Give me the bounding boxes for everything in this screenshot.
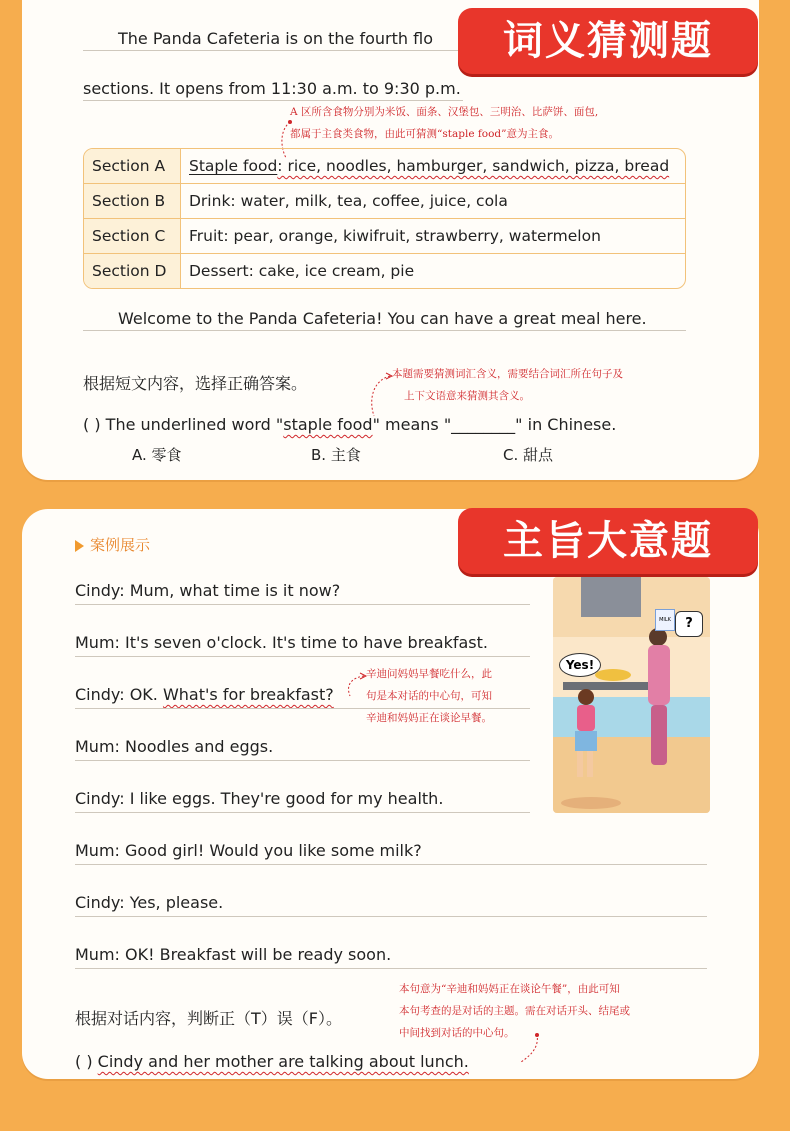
- annotation-note-c: 辛迪问妈妈早餐吃什么，此 句是本对话的中心句，可知 辛迪和妈妈正在谈论早餐。: [366, 668, 492, 724]
- items-text: : water, milk, tea, coffee, juice, cola: [230, 192, 508, 210]
- answer-blank[interactable]: ( ): [75, 1052, 93, 1071]
- writing-rule: [75, 812, 530, 813]
- section-label: Section D: [84, 254, 181, 288]
- key-sentence: What's for breakfast?: [162, 685, 334, 704]
- annotation-arrow: [515, 1032, 545, 1066]
- dialogue-line: Mum: OK! Breakfast will be ready soon.: [75, 945, 392, 964]
- dialogue-text: Cindy: OK.: [75, 685, 158, 704]
- writing-rule: [83, 330, 686, 331]
- instruction-text: 根据短文内容，选择正确答案。: [83, 374, 308, 393]
- question-line: [83, 415, 616, 434]
- speech-bubble-question: ?: [675, 611, 703, 637]
- section-items: [181, 254, 685, 288]
- dialogue-line: Mum: It's seven o'clock. It's time to have breakfast.: [75, 633, 488, 652]
- items-text: : pear, orange, kiwifruit, strawberry, watermelon: [223, 227, 601, 245]
- writing-rule: [75, 968, 707, 969]
- kitchen-illustration: [553, 577, 710, 813]
- instruction-text: 根据对话内容，判断正（T）误（F）。: [75, 1009, 342, 1028]
- dialogue-line: Mum: Good girl! Would you like some milk?: [75, 841, 422, 860]
- staple-food-underlined: Staple food: [189, 157, 278, 175]
- question-keyword: staple food: [283, 415, 373, 434]
- section-ribbon-main-idea: 主旨大意题: [458, 508, 758, 574]
- question-text: The underlined word ": [105, 415, 284, 434]
- case-title-text: 案例展示: [90, 536, 151, 554]
- writing-rule: [83, 50, 458, 51]
- option-b[interactable]: B. 主食: [311, 446, 361, 464]
- question-text: Cindy and her mother are talking about lunch.: [97, 1052, 469, 1071]
- dialogue-line: Mum: Noodles and eggs.: [75, 737, 274, 756]
- section-ribbon-vocabulary: 词义猜测题: [458, 8, 758, 74]
- question-line: [75, 1052, 469, 1071]
- table-row: [84, 254, 685, 288]
- section-items: [181, 184, 685, 219]
- section-items: [181, 149, 685, 184]
- table-row: [84, 184, 685, 219]
- question-text: " means "________" in Chinese.: [372, 415, 617, 434]
- intro-line-1: The Panda Cafeteria is on the fourth flo: [118, 29, 433, 48]
- triangle-bullet-icon: [75, 540, 84, 552]
- writing-rule: [75, 760, 530, 761]
- section-items: [181, 219, 685, 254]
- annotation-note-d: 本句意为“辛迪和妈妈正在谈论午餐”，由此可知 本句考查的是对话的主题。需在对话开头、结尾或 中间找到对话的中心句。: [399, 983, 630, 1039]
- writing-rule: [75, 864, 707, 865]
- section-label: Section A: [84, 149, 181, 184]
- writing-rule: [75, 604, 530, 605]
- writing-rule: [75, 656, 530, 657]
- writing-rule: [75, 916, 707, 917]
- annotation-note-b: 本题需要猜测词汇含义，需要结合词汇所在句子及 上下文语意来猜测其含义。: [392, 368, 623, 402]
- option-c[interactable]: C. 甜点: [503, 446, 554, 464]
- items-text: : rice, noodles, hamburger, sandwich, pizza, bread: [277, 157, 670, 175]
- food-sections-table: [83, 148, 686, 289]
- speech-bubble-yes: Yes!: [559, 653, 601, 677]
- section-label: Section C: [84, 219, 181, 254]
- category-text: Drink: [189, 192, 231, 210]
- table-row: [84, 149, 685, 184]
- dialogue-line: Cindy: Yes, please.: [75, 893, 224, 912]
- option-a[interactable]: A. 零食: [132, 446, 182, 464]
- dialogue-line: Cindy: I like eggs. They're good for my health.: [75, 789, 444, 808]
- annotation-note-a: A 区所含食物分别为米饭、面条、汉堡包、三明治、比萨饼、面包, 都属于主食类食物，由此可猜测“staple food”意为主食。: [290, 106, 599, 140]
- intro-line-2: sections. It opens from 11:30 a.m. to 9:30 p.m.: [83, 79, 461, 98]
- dialogue-line: [75, 685, 334, 704]
- table-row: [84, 219, 685, 254]
- category-text: Dessert: [189, 262, 249, 280]
- section-label: Section B: [84, 184, 181, 219]
- category-text: Fruit: [189, 227, 224, 245]
- annotation-arrow: [340, 672, 370, 702]
- items-text: : cake, ice cream, pie: [248, 262, 415, 280]
- welcome-line: Welcome to the Panda Cafeteria! You can have a great meal here.: [118, 309, 647, 328]
- dialogue-line: Cindy: Mum, what time is it now?: [75, 581, 341, 600]
- answer-blank[interactable]: ( ): [83, 415, 101, 434]
- milk-carton-icon: MILK: [655, 609, 675, 631]
- case-title: [75, 534, 150, 555]
